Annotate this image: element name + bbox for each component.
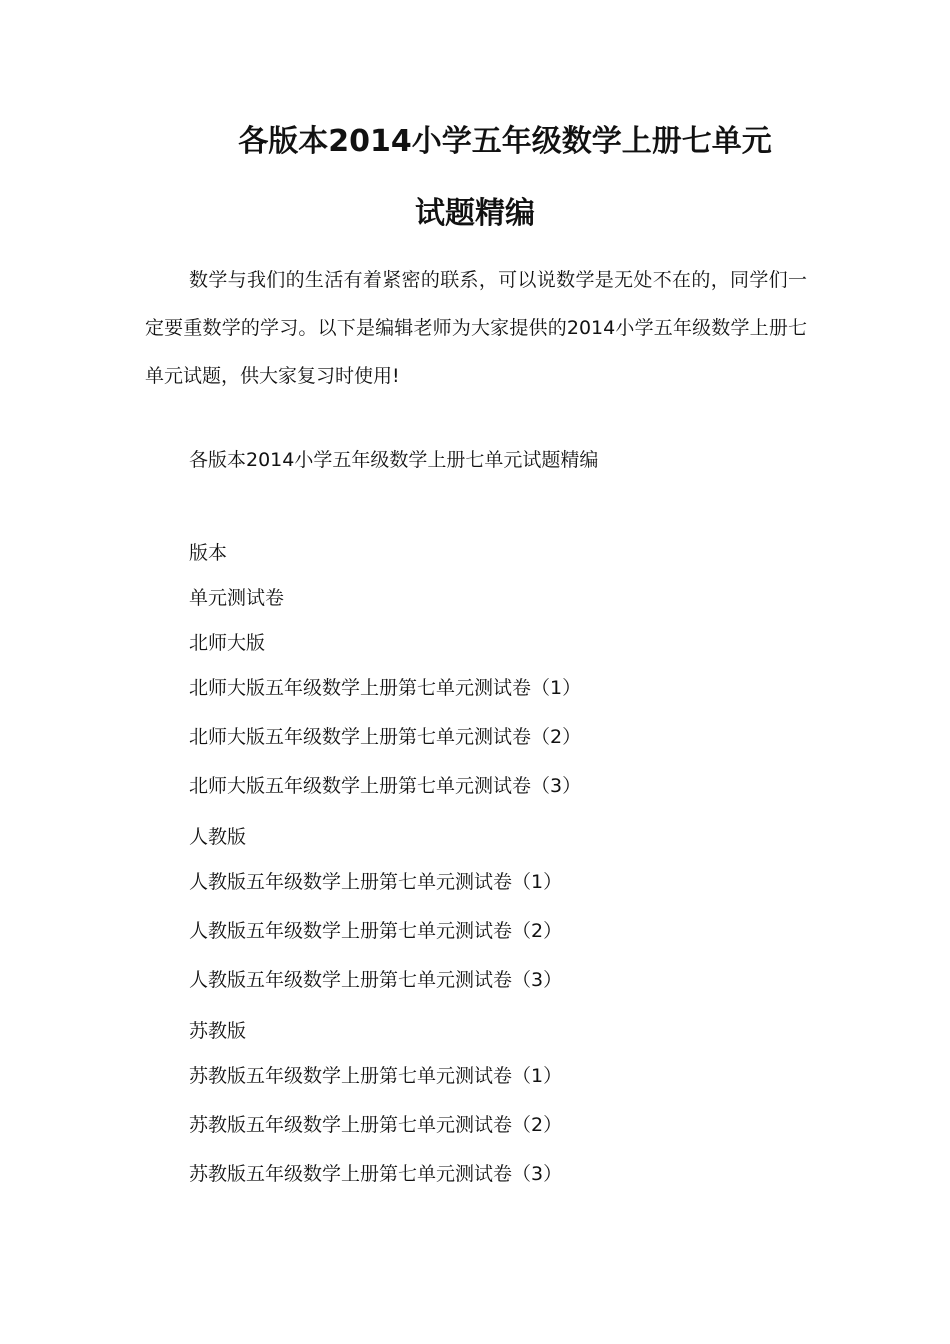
document-title-line-1: 各版本2014小学五年级数学上册七单元 <box>238 124 772 159</box>
list-item[interactable]: 北师大版五年级数学上册第七单元测试卷（3） <box>189 775 582 797</box>
list-item[interactable]: 人教版五年级数学上册第七单元测试卷（3） <box>189 969 563 991</box>
document-title-line-2: 试题精编 <box>415 196 535 231</box>
list-item[interactable]: 北师大版五年级数学上册第七单元测试卷（2） <box>189 726 582 748</box>
section-name-bsd: 北师大版 <box>189 632 266 654</box>
list-item[interactable]: 人教版五年级数学上册第七单元测试卷（1） <box>189 871 563 893</box>
list-item[interactable]: 北师大版五年级数学上册第七单元测试卷（1） <box>189 677 582 699</box>
list-item[interactable]: 苏教版五年级数学上册第七单元测试卷（1） <box>189 1065 563 1087</box>
subheading: 各版本2014小学五年级数学上册七单元试题精编 <box>189 449 599 471</box>
intro-paragraph: 数学与我们的生活有着紧密的联系，可以说数学是无处不在的，同学们一定要重数学的学习。以下是编辑老师为大家提供的2014小学五年级数学上册七单元试题，供大家复习时使用! <box>145 269 807 387</box>
section-name-sj: 苏教版 <box>189 1020 247 1042</box>
list-item[interactable]: 苏教版五年级数学上册第七单元测试卷（3） <box>189 1163 563 1185</box>
list-item[interactable]: 苏教版五年级数学上册第七单元测试卷（2） <box>189 1114 563 1136</box>
table-header-version: 版本 <box>189 542 228 564</box>
section-name-rj: 人教版 <box>189 826 247 848</box>
table-header-test: 单元测试卷 <box>189 587 285 609</box>
list-item[interactable]: 人教版五年级数学上册第七单元测试卷（2） <box>189 920 563 942</box>
